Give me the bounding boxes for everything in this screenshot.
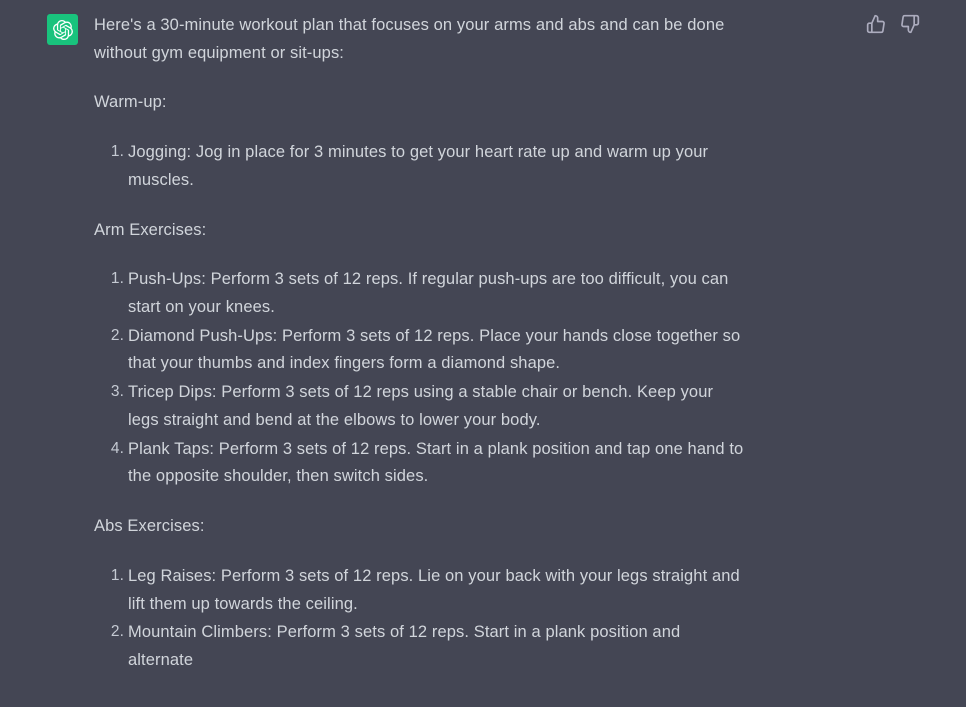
warmup-list xyxy=(94,139,744,194)
message-actions xyxy=(866,14,920,34)
section-heading-abs: Abs Exercises: xyxy=(94,517,205,536)
message-body xyxy=(94,12,864,697)
list-item: Mountain Climbers: Perform 3 sets of 12 reps. Start in a plank position and alternate xyxy=(128,623,681,669)
list-item: Push-Ups: Perform 3 sets of 12 reps. If regular push-ups are too difficult, you can start on your knees. xyxy=(128,270,729,317)
list-item: Jogging: Jog in place for 3 minutes to get your heart rate up and warm up your muscles. xyxy=(128,143,709,189)
list-item: Tricep Dips: Perform 3 sets of 12 reps using a stable chair or bench. Keep your legs straight and bend at the elbows to lower your body. xyxy=(128,383,714,429)
section-heading-arms: Arm Exercises: xyxy=(94,220,207,239)
thumbs-down-icon[interactable] xyxy=(900,14,920,34)
arm-exercises-list xyxy=(94,266,744,491)
list-item: Leg Raises: Perform 3 sets of 12 reps. Lie on your back with your legs straight and lift them up towards the ceiling. xyxy=(128,566,740,613)
avatar xyxy=(47,14,78,45)
section-heading-warmup: Warm-up: xyxy=(94,93,167,112)
avatar-column xyxy=(0,12,94,45)
list-item: Diamond Push-Ups: Perform 3 sets of 12 reps. Place your hands close together so that your thumbs and index fingers form a diamond shape. xyxy=(128,326,741,373)
abs-exercises-list xyxy=(94,563,744,675)
openai-logo-icon xyxy=(53,20,73,40)
message-intro: Here's a 30-minute workout plan that focuses on your arms and abs and can be done without gym equipment or sit-ups: xyxy=(94,16,725,62)
list-item: Plank Taps: Perform 3 sets of 12 reps. Start in a plank position and tap one hand to the opposite shoulder, then switch sides. xyxy=(128,439,744,486)
thumbs-up-icon[interactable] xyxy=(866,14,886,34)
